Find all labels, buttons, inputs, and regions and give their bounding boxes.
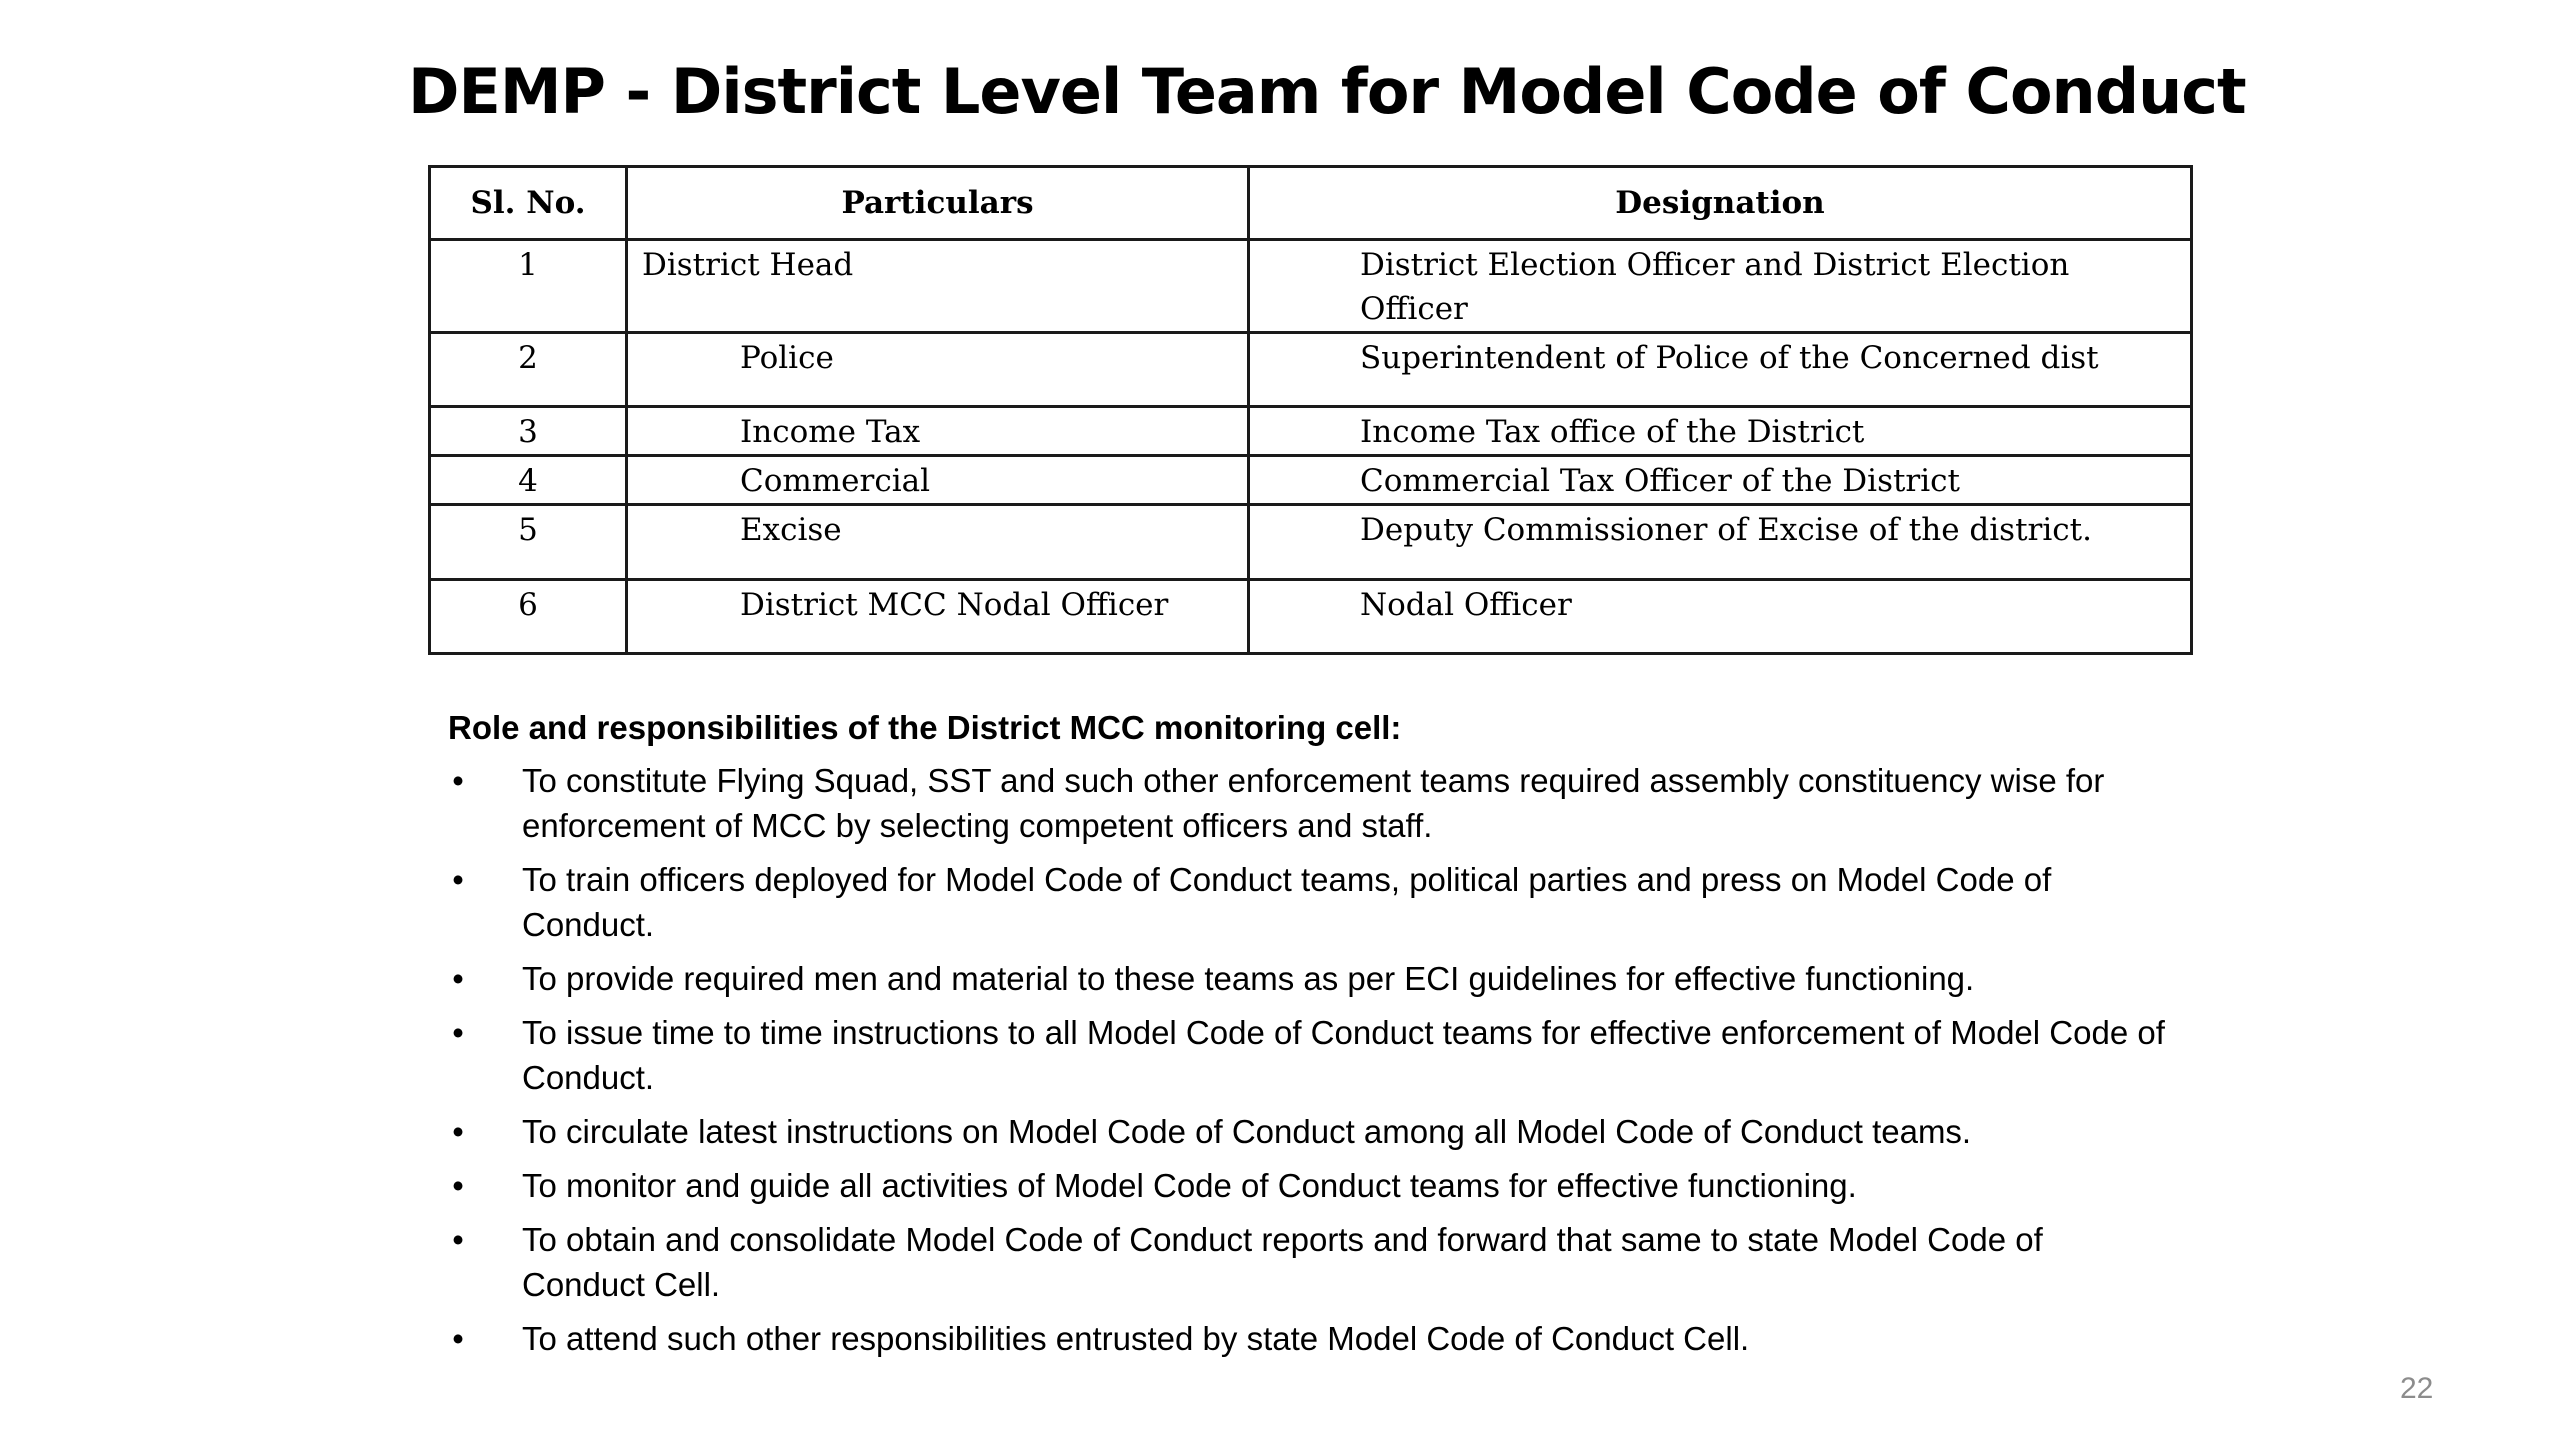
table-row (430, 580, 2192, 654)
district-team-table (428, 165, 2193, 655)
bullet-icon: • (452, 762, 464, 799)
table-row (430, 240, 2192, 333)
header-particulars: Particulars (627, 167, 1249, 240)
bullet-icon: • (452, 960, 464, 997)
bullet-icon: • (452, 1113, 464, 1150)
list-item-text: To monitor and guide all activities of Model Code of Conduct teams for effective functioning. (522, 1167, 1857, 1204)
list-item (448, 1010, 2168, 1100)
roles-section (448, 705, 2168, 1370)
list-item-text: To constitute Flying Squad, SST and such other enforcement teams required assembly constituency wise for enforcement of MCC by selecting competent officers and staff. (522, 762, 2105, 844)
list-item (448, 1109, 2168, 1154)
designation-cell: Commercial Tax Officer of the District (1249, 456, 2192, 505)
sl-no-cell: 5 (430, 505, 627, 580)
sl-no-cell: 1 (430, 240, 627, 333)
list-item (448, 857, 2168, 947)
roles-list (448, 758, 2168, 1361)
list-item-text: To train officers deployed for Model Code of Conduct teams, political parties and press on Model Code of Conduct. (522, 861, 2052, 943)
sl-no-cell: 4 (430, 456, 627, 505)
particular-cell: District MCC Nodal Officer (627, 580, 1249, 654)
table-row (430, 407, 2192, 456)
list-item-text: To obtain and consolidate Model Code of Conduct reports and forward that same to state Model Code of Conduct Cell. (522, 1221, 2043, 1303)
list-item-text: To provide required men and material to these teams as per ECI guidelines for effective functioning. (522, 960, 1975, 997)
list-item (448, 758, 2168, 848)
particular-cell: Commercial (627, 456, 1249, 505)
bullet-icon: • (452, 1167, 464, 1204)
list-item-text: To issue time to time instructions to all Model Code of Conduct teams for effective enforcement of Model Code of Conduct. (522, 1014, 2165, 1096)
header-designation: Designation (1249, 167, 2192, 240)
table-row (430, 333, 2192, 407)
list-item (448, 1316, 2168, 1361)
sl-no-cell: 6 (430, 580, 627, 654)
slide-title: DEMP - District Level Team for Model Code of Conduct (408, 55, 2246, 128)
bullet-icon: • (452, 1221, 464, 1258)
particular-cell: District Head (627, 240, 1249, 333)
designation-cell: Superintendent of Police of the Concerned dist (1249, 333, 2192, 407)
bullet-icon: • (452, 1014, 464, 1051)
table-row (430, 505, 2192, 580)
table-row (430, 456, 2192, 505)
particular-cell: Income Tax (627, 407, 1249, 456)
roles-heading: Role and responsibilities of the District MCC monitoring cell: (448, 709, 1402, 746)
list-item (448, 1163, 2168, 1208)
designation-cell: Income Tax office of the District (1249, 407, 2192, 456)
list-item-text: To attend such other responsibilities entrusted by state Model Code of Conduct Cell. (522, 1320, 1750, 1357)
list-item-text: To circulate latest instructions on Model Code of Conduct among all Model Code of Conduct teams. (522, 1113, 1972, 1150)
table-header-row (430, 167, 2192, 240)
particular-cell: Police (627, 333, 1249, 407)
particular-cell: Excise (627, 505, 1249, 580)
header-sl-no: Sl. No. (430, 167, 627, 240)
list-item (448, 956, 2168, 1001)
sl-no-cell: 3 (430, 407, 627, 456)
bullet-icon: • (452, 1320, 464, 1357)
bullet-icon: • (452, 861, 464, 898)
list-item (448, 1217, 2168, 1307)
designation-cell: Deputy Commissioner of Excise of the district. (1249, 505, 2192, 580)
sl-no-cell: 2 (430, 333, 627, 407)
designation-cell: Nodal Officer (1249, 580, 2192, 654)
designation-cell: District Election Officer and District Election Officer (1249, 240, 2192, 333)
page-number: 22 (2400, 1372, 2434, 1405)
